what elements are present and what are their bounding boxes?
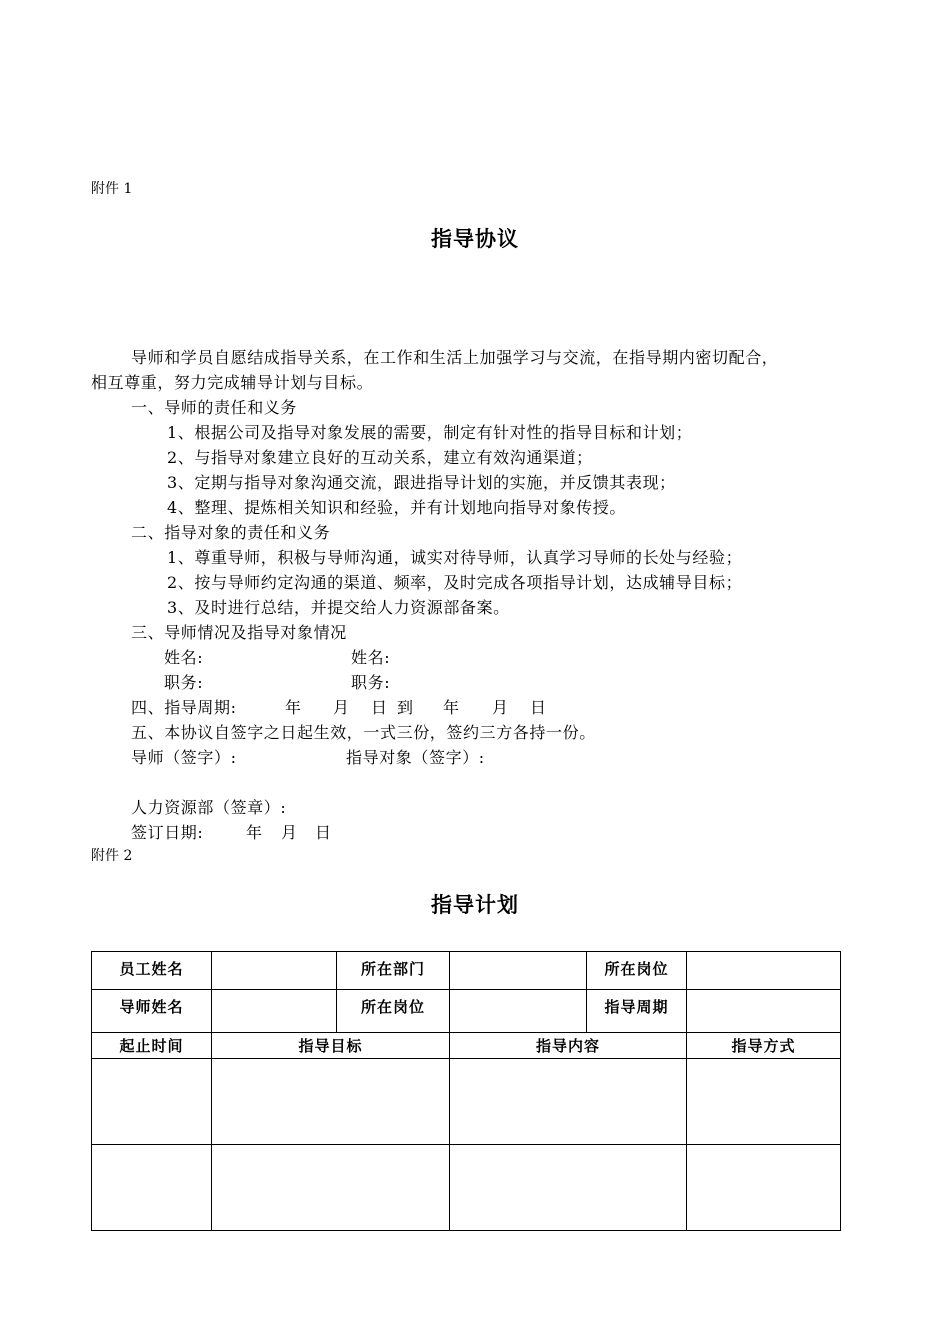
intro-line-1: 导师和学员自愿结成指导关系，在工作和生活上加强学习与交流，在指导期内密切配合，: [131, 348, 779, 367]
section-1-item: 2、与指导对象建立良好的互动关系，建立有效沟通渠道；: [167, 448, 593, 467]
period-label: 四、指导周期:: [131, 698, 237, 717]
method-cell[interactable]: [687, 1145, 841, 1231]
section-5-text: 五、本协议自签字之日起生效，一式三份，签约三方各持一份。: [131, 723, 596, 742]
header-goal: 指导目标: [212, 1033, 450, 1059]
employee-name-cell[interactable]: [212, 952, 337, 990]
goal-cell[interactable]: [212, 1059, 450, 1145]
table-row: [92, 1145, 841, 1231]
mentoring-period-label: 指导周期: [587, 990, 687, 1033]
method-cell[interactable]: [687, 1059, 841, 1145]
period-year-2: 年: [443, 698, 460, 717]
plan-title: 指导计划: [431, 893, 519, 917]
table-row: [92, 1059, 841, 1145]
mentor-position-label: 所在岗位: [337, 990, 450, 1033]
section-2-item: 1、尊重导师，积极与导师沟通，诚实对待导师，认真学习导师的长处与经验；: [167, 548, 743, 567]
mentoring-plan-table: [91, 951, 841, 1231]
table-row: [92, 952, 841, 990]
section-1-item: 1、根据公司及指导对象发展的需要，制定有针对性的指导目标和计划；: [167, 423, 693, 442]
mentor-position-cell[interactable]: [450, 990, 587, 1033]
header-content: 指导内容: [450, 1033, 687, 1059]
intro-line-2: 相互尊重，努力完成辅导计划与目标。: [91, 373, 374, 392]
period-year-1: 年: [285, 698, 302, 717]
header-time-range: 起止时间: [92, 1033, 212, 1059]
header-method: 指导方式: [687, 1033, 841, 1059]
time-range-cell[interactable]: [92, 1059, 212, 1145]
mentee-name-label: 姓名:: [351, 648, 391, 667]
period-month-1: 月: [333, 698, 350, 717]
employee-position-cell[interactable]: [687, 952, 841, 990]
employee-name-label: 员工姓名: [92, 952, 212, 990]
mentoring-period-cell[interactable]: [687, 990, 841, 1033]
mentor-position-label: 职务:: [164, 673, 204, 692]
section-1-heading: 一、导师的责任和义务: [131, 398, 298, 417]
attachment-2-label: 附件 2: [91, 848, 133, 864]
period-day-1: 日: [371, 698, 388, 717]
department-label: 所在部门: [337, 952, 450, 990]
content-cell[interactable]: [450, 1145, 687, 1231]
section-2-heading: 二、指导对象的责任和义务: [131, 523, 331, 542]
period-day-2: 日: [530, 698, 547, 717]
section-1-item: 3、定期与指导对象沟通交流，跟进指导计划的实施，并反馈其表现；: [167, 473, 676, 492]
mentee-signature-label: 指导对象（签字）:: [346, 748, 485, 767]
table-header-row: [92, 1033, 841, 1059]
employee-position-label: 所在岗位: [587, 952, 687, 990]
section-3-heading: 三、导师情况及指导对象情况: [131, 623, 347, 642]
table-row: [92, 990, 841, 1033]
mentor-name-cell[interactable]: [212, 990, 337, 1033]
agreement-title: 指导协议: [431, 227, 519, 251]
department-cell[interactable]: [450, 952, 587, 990]
sign-date-month: 月: [281, 823, 298, 842]
mentee-position-label: 职务:: [351, 673, 391, 692]
section-2-item: 3、及时进行总结，并提交给人力资源部备案。: [167, 598, 510, 617]
section-1-item: 4、整理、提炼相关知识和经验，并有计划地向指导对象传授。: [167, 498, 626, 517]
section-2-item: 2、按与导师约定沟通的渠道、频率，及时完成各项指导计划，达成辅导目标；: [167, 573, 743, 592]
sign-date-label: 签订日期:: [131, 823, 204, 842]
mentor-name-label: 导师姓名: [92, 990, 212, 1033]
period-to: 到: [397, 698, 414, 717]
sign-date-year: 年: [246, 823, 263, 842]
goal-cell[interactable]: [212, 1145, 450, 1231]
period-month-2: 月: [492, 698, 509, 717]
hr-seal-label: 人力资源部（签章）:: [131, 798, 287, 817]
content-cell[interactable]: [450, 1059, 687, 1145]
mentor-signature-label: 导师（签字）:: [131, 748, 237, 767]
sign-date-day: 日: [315, 823, 332, 842]
mentor-name-label: 姓名:: [164, 648, 204, 667]
attachment-1-label: 附件 1: [91, 181, 133, 197]
time-range-cell[interactable]: [92, 1145, 212, 1231]
